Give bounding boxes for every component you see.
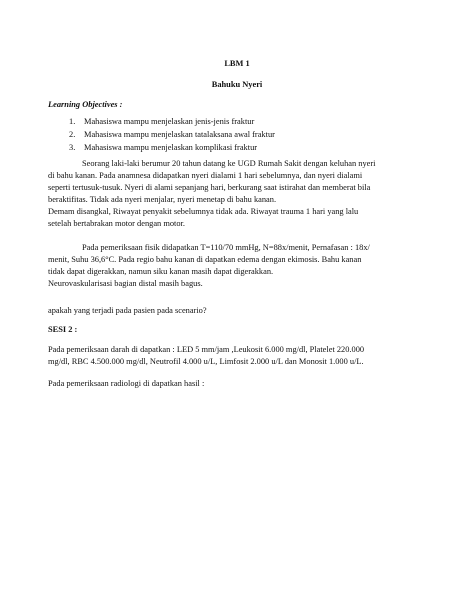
scenario-line: Seorang laki-laki berumur 20 tahun datang ke UGD Rumah Sakit dengan keluhan nyeri bbox=[82, 159, 376, 168]
scenario-line: beraktifitas. Tidak ada nyeri menjalar, nyeri menetap di bahu kanan. bbox=[48, 195, 277, 204]
lab-line: Pada pemeriksaan darah di dapatkan : LED 5 mm/jam ,Leukosit 6.000 mg/dl, Platelet 220.000 bbox=[48, 345, 365, 354]
exam-line: tidak dapat digerakkan, namun siku kanan masih dapat digerakkan. bbox=[48, 267, 274, 276]
scenario-line: di bahu kanan. Pada anamnesa didapatkan nyeri dialami 1 hari sebelumnya, dan nyeri dialami bbox=[48, 171, 363, 180]
scenario-line: seperti tertusuk-tusuk. Nyeri di alami sepanjang hari, berkurang saat istirahat dan memberat bila bbox=[48, 183, 371, 192]
lab-line: mg/dl, RBC 4.500.000 mg/dl, Neutrofil 4.000 u/L, Limfosit 2.000 u/L dan Monosit 1.000 u/L. bbox=[48, 357, 364, 366]
objective-item: Mahasiswa mampu menjelaskan jenis-jenis fraktur bbox=[84, 117, 255, 126]
document-title: LBM 1 bbox=[224, 59, 250, 68]
objective-number: 1. bbox=[69, 117, 76, 126]
radiology-line: Pada pemeriksaan radiologi di dapatkan hasil : bbox=[48, 379, 205, 388]
exam-line: Pada pemeriksaan fisik didapatkan T=110/70 mmHg, N=88x/menit, Pernafasan : 18x/ bbox=[82, 243, 370, 252]
objective-number: 3. bbox=[69, 143, 76, 152]
objectives-heading: Learning Objectives : bbox=[48, 100, 123, 109]
exam-line: menit, Suhu 36,6°C. Pada regio bahu kanan di dapatkan edema dengan ekimosis. Bahu kanan bbox=[48, 255, 362, 264]
scenario-line: Demam disangkal, Riwayat penyakit sebelumnya tidak ada. Riwayat trauma 1 hari yang lalu bbox=[48, 207, 359, 216]
scenario-question: apakah yang terjadi pada pasien pada scenario? bbox=[48, 306, 207, 315]
scenario-line: setelah bertabrakan motor dengan motor. bbox=[48, 219, 185, 228]
objective-number: 2. bbox=[69, 130, 76, 139]
objective-item: Mahasiswa mampu menjelaskan komplikasi fraktur bbox=[84, 143, 258, 152]
exam-line: Neurovaskularisasi bagian distal masih bagus. bbox=[48, 279, 203, 288]
objective-item: Mahasiswa mampu menjelaskan tatalaksana awal fraktur bbox=[84, 130, 275, 139]
document-subtitle: Bahuku Nyeri bbox=[211, 80, 263, 89]
session-2-heading: SESI 2 : bbox=[48, 325, 78, 334]
